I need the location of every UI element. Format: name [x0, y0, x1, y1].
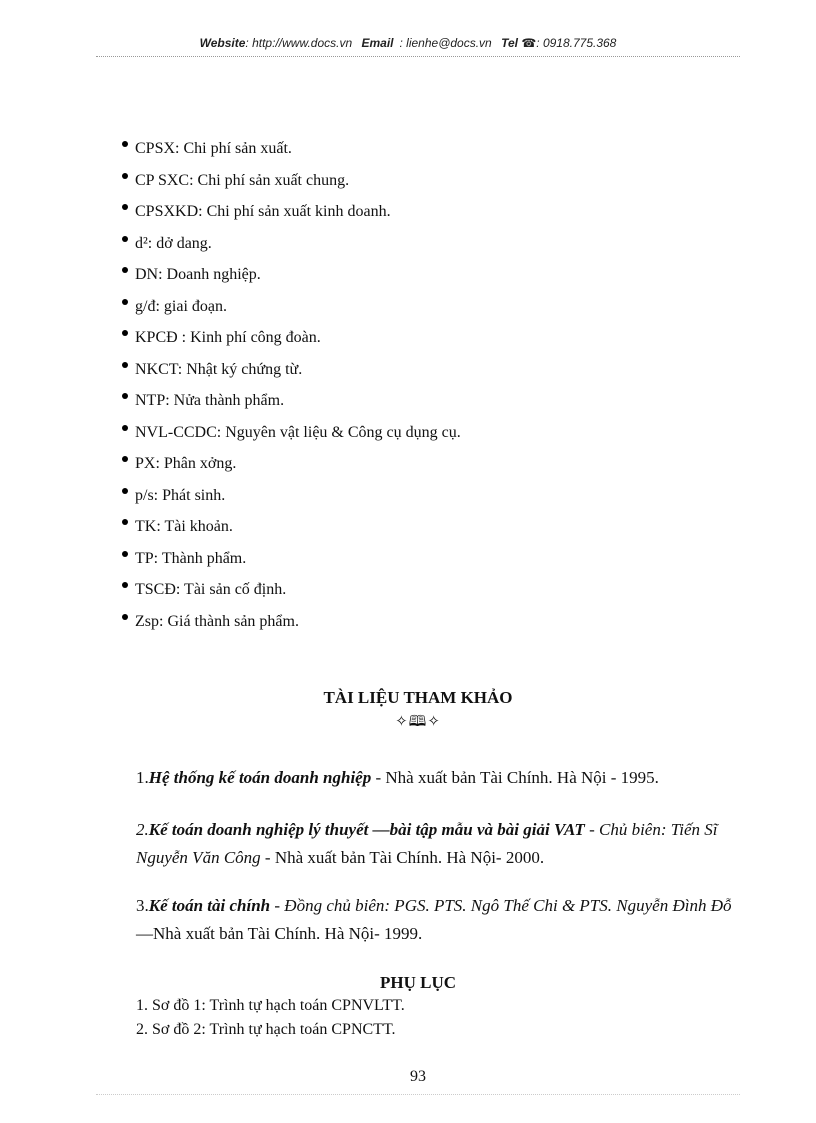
email-label: Email [361, 36, 394, 50]
reference-title: Hệ thống kế toán doanh nghiệp [148, 768, 372, 787]
appendix-title: PHỤ LỤC [379, 973, 457, 992]
reference-item: 1.Hệ thống kế toán doanh nghiệp - Nhà xuất bản Tài Chính. Hà Nội - 1995. [136, 768, 659, 787]
header-divider [96, 56, 740, 57]
abbreviation-list [122, 137, 461, 641]
list-item: NTP: Nửa thành phẩm. [122, 389, 461, 421]
email-address: : lienhe@docs.vn [399, 36, 492, 50]
list-item: NKCT: Nhật ký chứng từ. [122, 358, 461, 390]
website-label: Website [199, 36, 246, 50]
list-item: p/s: Phát sinh. [122, 484, 461, 516]
list-item: d²: dở dang. [122, 232, 461, 264]
book-ornament-icon: ✧🕮✧ [395, 714, 441, 730]
bullet-icon [122, 488, 128, 494]
bullet-icon [122, 173, 128, 179]
reference-editor: - Chủ biên: Tiến Sĩ Nguyễn Văn Công [136, 820, 718, 867]
bullet-icon [122, 519, 128, 525]
list-item: DN: Doanh nghiệp. [122, 263, 461, 295]
bullet-icon [122, 236, 128, 242]
appendix-item: 1. Sơ đồ 1: Trình tự hạch toán CPNVLTT. [136, 997, 405, 1014]
phone-icon: ☎ [521, 36, 537, 50]
bullet-icon [122, 582, 128, 588]
bullet-icon [122, 267, 128, 273]
tel-label: Tel [501, 36, 518, 50]
tel-number: : 0918.775.368 [536, 36, 617, 50]
reference-item: 2.Kế toán doanh nghiệp lý thuyết —bài tập mẫu và bài giải VAT - Chủ biên: Tiến Sĩ Nguyễn Văn Công - Nhà xuất bản Tài Chính. Hà Nội- 2000. [136, 820, 718, 867]
bullet-icon [122, 425, 128, 431]
bullet-icon [122, 362, 128, 368]
reference-title: Kế toán doanh nghiệp lý thuyết —bài tập mẫu và bài giải VAT [148, 820, 585, 839]
list-item: CP SXC: Chi phí sản xuất chung. [122, 169, 461, 201]
references-title: TÀI LIỆU THAM KHẢO [323, 688, 513, 707]
reference-editor: - Đồng chủ biên: PGS. PTS. Ngô Thế Chi & PTS. Nguyễn Đình Đỗ [270, 896, 732, 915]
page-header [0, 36, 816, 50]
list-item: PX: Phân xởng. [122, 452, 461, 484]
page-number: 93 [410, 1068, 426, 1085]
reference-item: 3.Kế toán tài chính - Đồng chủ biên: PGS. PTS. Ngô Thế Chi & PTS. Nguyễn Đình Đỗ —Nhà xuất bản Tài Chính. Hà Nội- 1999. [136, 896, 732, 943]
list-item: NVL-CCDC: Nguyên vật liệu & Công cụ dụng cụ. [122, 421, 461, 453]
reference-title: Kế toán tài chính [148, 896, 271, 915]
bullet-icon [122, 551, 128, 557]
footer-divider [96, 1094, 740, 1095]
bullet-icon [122, 330, 128, 336]
list-item: KPCĐ : Kinh phí công đoàn. [122, 326, 461, 358]
list-item: TSCĐ: Tài sản cố định. [122, 578, 461, 610]
bullet-icon [122, 393, 128, 399]
website-url: : http://www.docs.vn [245, 36, 353, 50]
list-item: CPSX: Chi phí sản xuất. [122, 137, 461, 169]
bullet-icon [122, 299, 128, 305]
appendix-item: 2. Sơ đồ 2: Trình tự hạch toán CPNCTT. [136, 1021, 396, 1038]
bullet-icon [122, 456, 128, 462]
list-item: CPSXKD: Chi phí sản xuất kinh doanh. [122, 200, 461, 232]
list-item: Zsp: Giá thành sản phẩm. [122, 610, 461, 642]
list-item: g/đ: giai đoạn. [122, 295, 461, 327]
bullet-icon [122, 204, 128, 210]
list-item: TK: Tài khoản. [122, 515, 461, 547]
bullet-icon [122, 141, 128, 147]
list-item: TP: Thành phẩm. [122, 547, 461, 579]
bullet-icon [122, 614, 128, 620]
